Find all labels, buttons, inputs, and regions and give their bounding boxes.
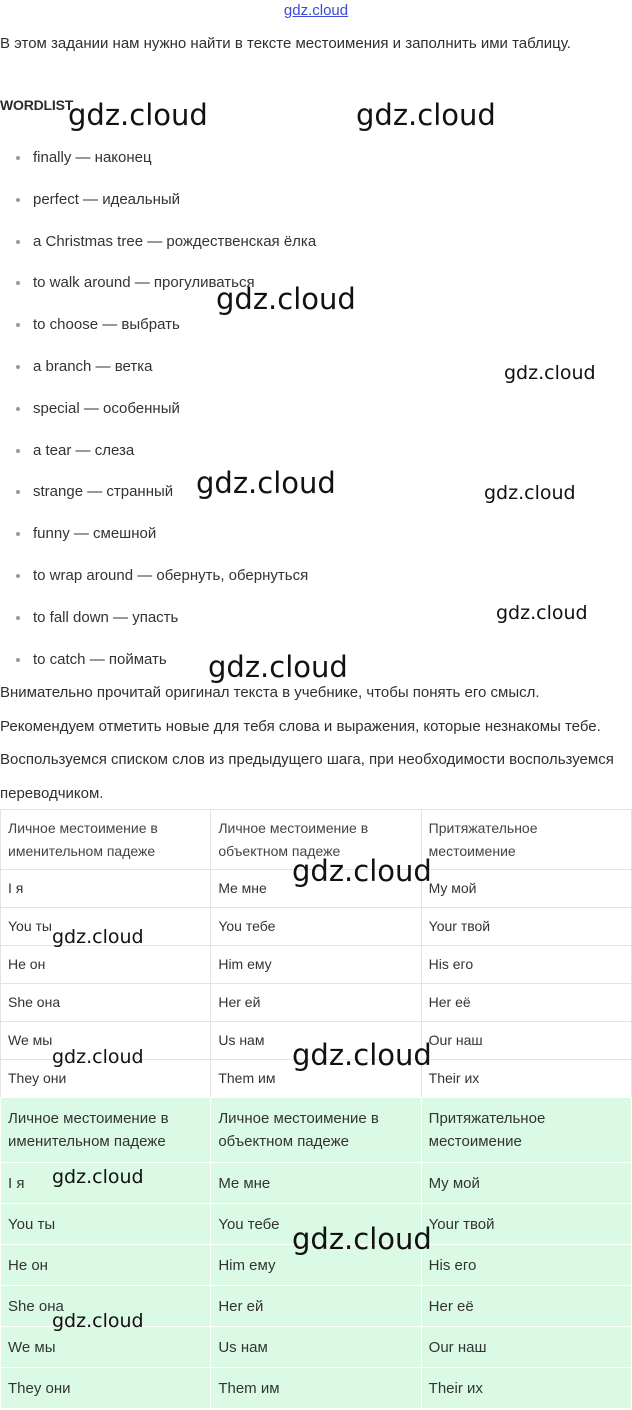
list-item	[0, 597, 620, 639]
list-item-text: finally — наконец	[33, 149, 152, 166]
watermark: gdz.cloud	[356, 98, 496, 132]
list-item	[0, 179, 620, 221]
table-cell: You ты	[1, 1204, 211, 1245]
watermark: gdz.cloud	[208, 650, 348, 684]
table-row	[1, 870, 632, 908]
watermark: gdz.cloud	[504, 362, 596, 384]
table-cell: His его	[421, 946, 631, 984]
table-row	[1, 1060, 632, 1098]
bullet-icon	[16, 281, 20, 285]
table-cell: Me мне	[211, 1163, 421, 1204]
watermark: gdz.cloud	[52, 1310, 144, 1332]
list-item-text: perfect — идеальный	[33, 190, 181, 208]
table-cell: His его	[421, 1245, 631, 1286]
table-cell: Their их	[421, 1060, 631, 1098]
watermark: gdz.cloud	[292, 1222, 432, 1256]
bullet-icon	[16, 323, 20, 327]
table-cell: Her ей	[211, 984, 421, 1022]
list-item	[0, 555, 620, 597]
list-item-text: strange — странный	[33, 483, 174, 501]
table-row	[1, 1022, 632, 1060]
table-cell: Us нам	[211, 1327, 421, 1368]
table-cell: I я	[1, 870, 211, 908]
table-cell: Her её	[421, 984, 631, 1022]
table-header-row	[1, 1098, 632, 1163]
watermark: gdz.cloud	[496, 602, 588, 624]
bullet-icon	[16, 616, 20, 620]
table-cell: Our наш	[421, 1327, 631, 1368]
table-cell: You ты	[1, 908, 211, 946]
table-cell: Him ему	[211, 946, 421, 984]
table-header-cell: Личное местоимение в объектном падеже	[211, 810, 421, 870]
table-row	[1, 1368, 632, 1409]
bullet-icon	[16, 156, 20, 160]
bullet-icon	[16, 574, 20, 578]
bullet-icon	[16, 407, 20, 411]
answer-table	[0, 1097, 632, 1409]
bullet-icon	[16, 365, 20, 369]
list-item	[0, 388, 620, 430]
table-row	[1, 984, 632, 1022]
intro-text: В этом задании нам нужно найти в тексте местоимения и заполнить ими таблицу.	[0, 35, 571, 52]
list-item	[0, 346, 620, 388]
table-header-cell: Притяжательное местоимение	[421, 1098, 631, 1163]
table-row	[1, 1163, 632, 1204]
table-cell: Us нам	[211, 1022, 421, 1060]
list-item-text: a tear — слеза	[33, 441, 135, 459]
list-item-text: funny — смешной	[33, 525, 157, 543]
list-item	[0, 304, 620, 346]
table-cell: Them им	[211, 1060, 421, 1098]
table-cell: You тебе	[211, 908, 421, 946]
table-cell: He он	[1, 946, 211, 984]
table-cell: Them им	[211, 1368, 421, 1409]
wordlist	[0, 137, 620, 680]
table-cell: Your твой	[421, 1204, 631, 1245]
table-cell: We мы	[1, 1022, 211, 1060]
table-row	[1, 946, 632, 984]
table-header-cell: Личное местоимение в именительном падеже	[1, 1098, 211, 1163]
watermark: gdz.cloud	[52, 926, 144, 948]
watermark: gdz.cloud	[52, 1166, 144, 1188]
list-item	[0, 639, 620, 681]
table-cell: Her её	[421, 1286, 631, 1327]
list-item	[0, 137, 620, 179]
list-item	[0, 513, 620, 555]
list-item	[0, 262, 620, 304]
list-item-text: a Christmas tree — рождественская ёлка	[33, 232, 317, 250]
table-cell: My мой	[421, 1163, 631, 1204]
table-cell: My мой	[421, 870, 631, 908]
table-row	[1, 908, 632, 946]
table-cell: Her ей	[211, 1286, 421, 1327]
pronoun-table	[0, 809, 632, 1098]
watermark: gdz.cloud	[196, 466, 336, 500]
watermark: gdz.cloud	[216, 282, 356, 316]
watermark: gdz.cloud	[52, 1046, 144, 1068]
watermark: gdz.cloud	[484, 482, 576, 504]
watermark: gdz.cloud	[292, 854, 432, 888]
header-link[interactable]: gdz.cloud	[283, 2, 349, 19]
wordlist-title: WORDLIST	[0, 97, 74, 113]
list-item-text: to catch — поймать	[33, 650, 167, 668]
table-header-cell: Личное местоимение в объектном падеже	[211, 1098, 421, 1163]
table-cell: Their их	[421, 1368, 631, 1409]
table-row	[1, 1204, 632, 1245]
bullet-icon	[16, 449, 20, 453]
table-row	[1, 1286, 632, 1327]
list-item-text: to wrap around — обернуть, обернуться	[33, 566, 309, 584]
table-cell: He он	[1, 1245, 211, 1286]
bullet-icon	[16, 658, 20, 662]
table-cell: Your твой	[421, 908, 631, 946]
instruction-paragraph: Внимательно прочитай оригинал текста в учебнике, чтобы понять его смысл. Рекомендуем отметить новые для тебя слова и выражения, которые незнакомы тебе. Воспользуемся списком слов из предыдущего шага, при необходимости воспользуемся переводчиком.	[0, 684, 614, 802]
table-row	[1, 1245, 632, 1286]
list-item	[0, 471, 620, 513]
bullet-icon	[16, 532, 20, 536]
bullet-icon	[16, 198, 20, 202]
table-row	[1, 1327, 632, 1368]
table-cell: Him ему	[211, 1245, 421, 1286]
table-cell: They они	[1, 1060, 211, 1098]
list-item-text: special — особенный	[33, 399, 180, 417]
table-cell: She она	[1, 1286, 211, 1327]
list-item-text: a branch — ветка	[33, 357, 153, 375]
table-header-cell: Притяжательное местоимение	[421, 810, 631, 870]
table-cell: They они	[1, 1368, 211, 1409]
list-item-text: to choose — выбрать	[33, 316, 180, 334]
table-cell: You тебе	[211, 1204, 421, 1245]
watermark: gdz.cloud	[68, 98, 208, 132]
bullet-icon	[16, 240, 20, 244]
table-cell: I я	[1, 1163, 211, 1204]
list-item-text: to fall down — упасть	[33, 608, 179, 626]
table-cell: Me мне	[211, 870, 421, 908]
list-item-text: to walk around — прогуливаться	[33, 274, 255, 292]
table-header-row	[1, 810, 632, 870]
table-cell: Our наш	[421, 1022, 631, 1060]
table-header-cell: Личное местоимение в именительном падеже	[1, 810, 211, 870]
table-cell: She она	[1, 984, 211, 1022]
list-item	[0, 221, 620, 263]
bullet-icon	[16, 490, 20, 494]
table-cell: We мы	[1, 1327, 211, 1368]
watermark: gdz.cloud	[292, 1038, 432, 1072]
list-item	[0, 430, 620, 472]
